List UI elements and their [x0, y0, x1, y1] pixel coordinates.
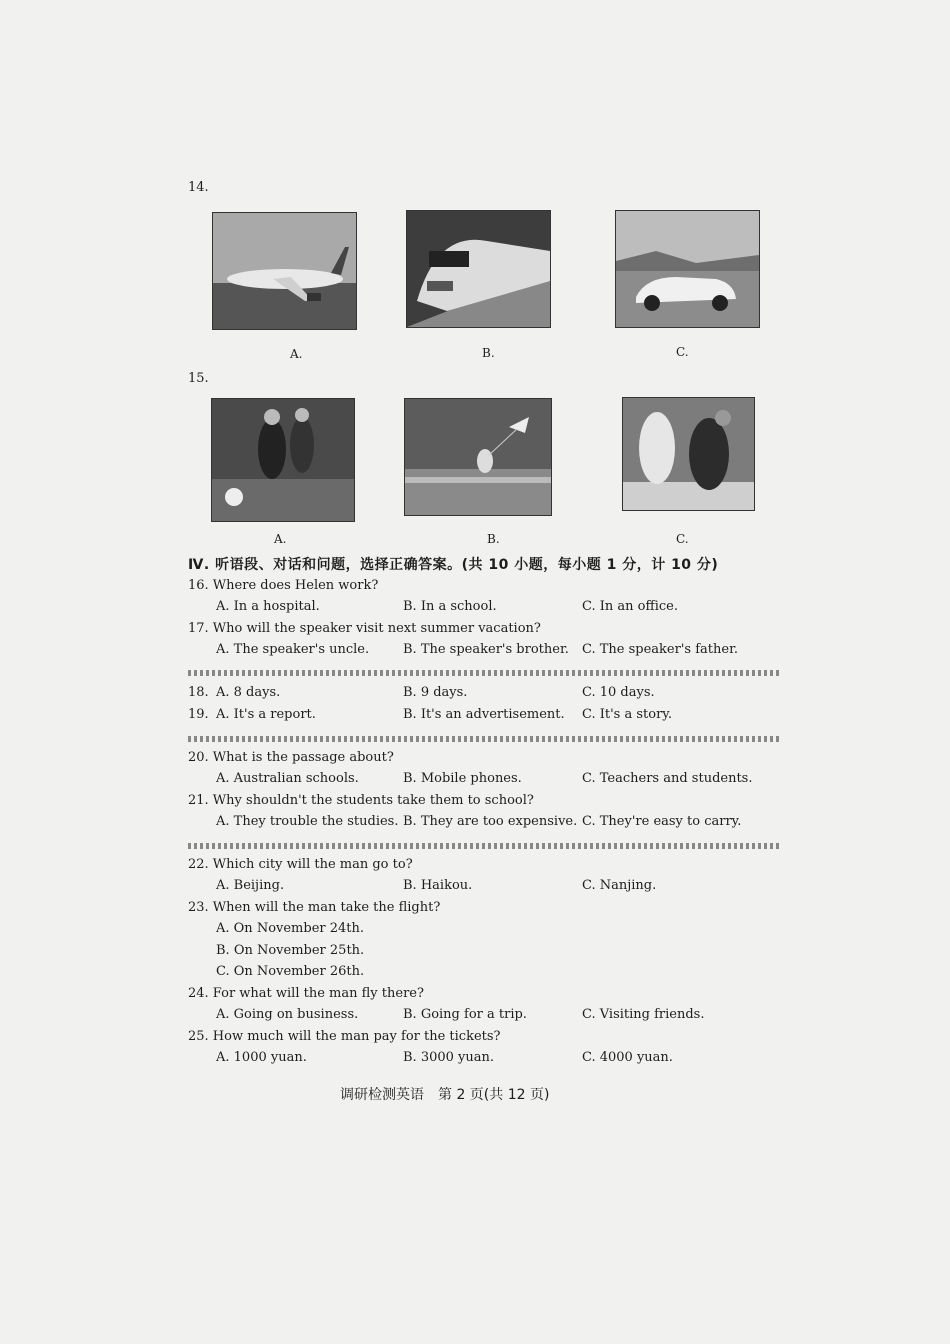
q20-option-a[interactable]: A. Australian schools. [216, 771, 359, 786]
question-16: 16. Where does Helen work? [188, 578, 379, 593]
question-20: 20. What is the passage about? [188, 750, 394, 765]
q22-option-b[interactable]: B. Haikou. [403, 878, 473, 893]
q23-option-c[interactable]: C. On November 26th. [216, 964, 365, 979]
q16-option-c[interactable]: C. In an office. [582, 599, 678, 614]
q22-option-c[interactable]: C. Nanjing. [582, 878, 657, 893]
car-icon [616, 211, 759, 327]
q19-option-a[interactable]: A. It's a report. [216, 707, 316, 722]
question-15-number: 15. [188, 371, 209, 386]
q20-option-b[interactable]: B. Mobile phones. [403, 771, 522, 786]
q24-option-b[interactable]: B. Going for a trip. [403, 1007, 527, 1022]
question-14-number: 14. [188, 180, 209, 195]
train-icon [407, 211, 550, 327]
q23-option-a[interactable]: A. On November 24th. [216, 921, 365, 936]
kite-photo[interactable] [404, 398, 552, 516]
q14-option-a-label: A. [290, 347, 303, 361]
q20-option-c[interactable]: C. Teachers and students. [582, 771, 753, 786]
question-22: 22. Which city will the man go to? [188, 857, 413, 872]
q14-option-c-label: C. [676, 345, 689, 359]
q18-option-c[interactable]: C. 10 days. [582, 685, 655, 700]
q24-option-c[interactable]: C. Visiting friends. [582, 1007, 705, 1022]
car-photo[interactable] [615, 210, 760, 328]
q25-option-c[interactable]: C. 4000 yuan. [582, 1050, 673, 1065]
q21-option-b[interactable]: B. They are too expensive. [403, 814, 578, 829]
q21-option-a[interactable]: A. They trouble the studies. [216, 814, 399, 829]
basketball-photo[interactable] [622, 397, 755, 511]
q18-option-b[interactable]: B. 9 days. [403, 685, 468, 700]
q18-option-a[interactable]: A. 8 days. [216, 685, 281, 700]
q25-option-a[interactable]: A. 1000 yuan. [216, 1050, 307, 1065]
q15-option-b-label: B. [487, 532, 500, 546]
page-footer: 调研检测英语 第 2 页(共 12 页) [340, 1087, 550, 1103]
q23-option-b[interactable]: B. On November 25th. [216, 943, 365, 958]
football-icon [212, 399, 354, 521]
question-21: 21. Why shouldn't the students take them to school? [188, 793, 534, 808]
train-photo[interactable] [406, 210, 551, 328]
q15-option-c-label: C. [676, 532, 689, 546]
airplane-photo[interactable] [212, 212, 357, 330]
q21-option-c[interactable]: C. They're easy to carry. [582, 814, 742, 829]
q19-option-b[interactable]: B. It's an advertisement. [403, 707, 565, 722]
question-24: 24. For what will the man fly there? [188, 986, 424, 1001]
question-18-number: 18. [188, 685, 209, 700]
separator [188, 670, 780, 676]
q17-option-a[interactable]: A. The speaker's uncle. [216, 642, 370, 657]
question-25: 25. How much will the man pay for the tickets? [188, 1029, 501, 1044]
kite-icon [405, 399, 551, 515]
q22-option-a[interactable]: A. Beijing. [216, 878, 285, 893]
q17-option-b[interactable]: B. The speaker's brother. [403, 642, 569, 657]
q17-option-c[interactable]: C. The speaker's father. [582, 642, 738, 657]
question-17: 17. Who will the speaker visit next summer vacation? [188, 621, 541, 636]
section-iv-heading: Ⅳ. 听语段、对话和问题，选择正确答案。(共 10 小题，每小题 1 分，计 10 分) [188, 557, 719, 573]
q25-option-b[interactable]: B. 3000 yuan. [403, 1050, 495, 1065]
q16-option-a[interactable]: A. In a hospital. [216, 599, 320, 614]
football-photo[interactable] [211, 398, 355, 522]
q16-option-b[interactable]: B. In a school. [403, 599, 497, 614]
airplane-icon [213, 213, 356, 329]
q15-option-a-label: A. [274, 532, 287, 546]
separator [188, 843, 780, 849]
q14-option-b-label: B. [482, 346, 495, 360]
separator [188, 736, 780, 742]
question-19-number: 19. [188, 707, 209, 722]
q19-option-c[interactable]: C. It's a story. [582, 707, 673, 722]
basketball-icon [623, 398, 754, 510]
question-23: 23. When will the man take the flight? [188, 900, 441, 915]
q24-option-a[interactable]: A. Going on business. [216, 1007, 359, 1022]
